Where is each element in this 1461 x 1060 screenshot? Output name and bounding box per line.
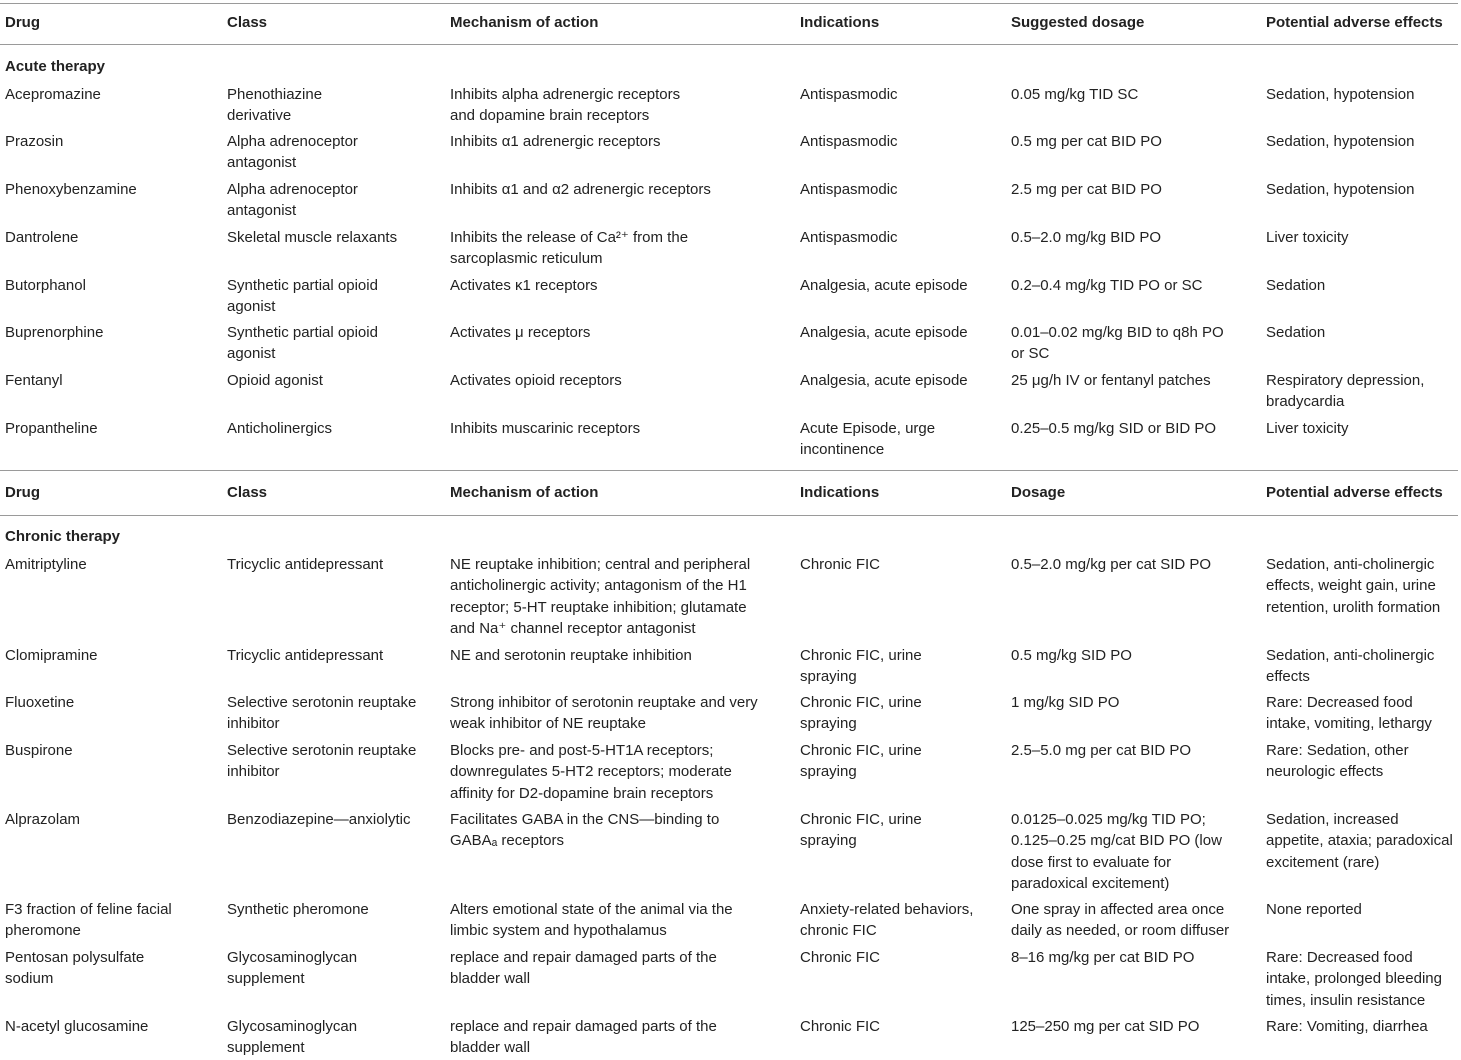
cell-line: Strong inhibitor of serotonin reuptake and very	[450, 694, 758, 711]
indications-cell	[800, 554, 880, 575]
cell-line: Buprenorphine	[5, 324, 104, 341]
cell-line: Chronic FIC	[800, 1018, 881, 1035]
cell-line: Rare: Decreased food	[1266, 694, 1413, 711]
adverse-cell	[1266, 645, 1434, 688]
mechanism-cell	[450, 179, 711, 200]
cell-line: Activates μ receptors	[450, 324, 591, 341]
adverse-cell	[1266, 322, 1325, 343]
cell-line: Chronic FIC	[800, 556, 881, 573]
drug-cell	[5, 740, 73, 761]
mechanism-cell	[450, 418, 640, 439]
cell-line: Analgesia, acute episode	[800, 277, 968, 294]
drug-cell	[5, 418, 98, 439]
cell-line: One spray in affected area once	[1011, 901, 1225, 918]
cell-line: retention, urolith formation	[1266, 598, 1441, 616]
class-cell	[227, 275, 378, 318]
cell-line: daily as needed, or room diffuser	[1011, 922, 1230, 940]
cell-line: 0.2–0.4 mg/kg TID PO or SC	[1011, 277, 1203, 294]
mechanism-cell	[450, 1016, 717, 1059]
dosage-cell	[1011, 809, 1222, 894]
header-class: Class	[227, 14, 268, 31]
dosage-cell	[1011, 899, 1229, 942]
top-rule	[0, 3, 1458, 4]
cell-line: F3 fraction of feline facial	[5, 901, 172, 918]
cell-line: Inhibits muscarinic receptors	[450, 420, 641, 437]
cell-line: Acute Episode, urge	[800, 420, 936, 437]
mechanism-cell	[450, 947, 717, 990]
cell-line: anticholinergic activity; antagonism of the H1	[450, 577, 747, 595]
cell-line: antagonist	[227, 154, 297, 172]
cell-line: Buspirone	[5, 742, 73, 759]
indications-cell	[800, 179, 898, 200]
cell-line: Sedation, hypotension	[1266, 181, 1415, 198]
cell-line: 125–250 mg per cat SID PO	[1011, 1018, 1200, 1035]
adverse-cell	[1266, 1016, 1428, 1037]
cell-line: 0.125–0.25 mg/cat BID PO (low	[1011, 832, 1222, 850]
dosage-cell	[1011, 275, 1202, 296]
cell-line: Alprazolam	[5, 811, 81, 828]
cell-line: Anxiety-related behaviors,	[800, 901, 974, 918]
mechanism-cell	[450, 131, 660, 152]
indications-cell	[800, 740, 922, 783]
cell-line: and dopamine brain receptors	[450, 107, 650, 125]
indications-cell	[800, 227, 898, 248]
cell-line: Inhibits α1 adrenergic receptors	[450, 133, 661, 150]
cell-line: Antispasmodic	[800, 86, 898, 103]
drug-cell	[5, 227, 78, 248]
drug-cell	[5, 131, 63, 152]
mechanism-cell	[450, 809, 719, 852]
cell-line: inhibitor	[227, 715, 280, 733]
cell-line: intake, prolonged bleeding	[1266, 970, 1442, 988]
cell-line: spraying	[800, 832, 857, 850]
header-mechanism: Mechanism of action	[450, 14, 599, 31]
header-indications: Indications	[800, 484, 880, 501]
cell-line: weak inhibitor of NE reuptake	[450, 715, 646, 733]
mechanism-cell	[450, 645, 692, 666]
dosage-cell	[1011, 947, 1194, 968]
cell-line: 2.5–5.0 mg per cat BID PO	[1011, 742, 1192, 759]
adverse-cell	[1266, 131, 1414, 152]
adverse-cell	[1266, 370, 1424, 413]
cell-line: Prazosin	[5, 133, 64, 150]
cell-line: Sedation, hypotension	[1266, 86, 1415, 103]
drug-cell	[5, 322, 103, 343]
cell-line: Rare: Sedation, other	[1266, 742, 1409, 759]
cell-line: Inhibits α1 and α2 adrenergic receptors	[450, 181, 711, 198]
adverse-cell	[1266, 84, 1414, 105]
cell-line: Facilitates GABA in the CNS—binding to	[450, 811, 720, 828]
dosage-cell	[1011, 554, 1211, 575]
cell-line: 8–16 mg/kg per cat BID PO	[1011, 949, 1195, 966]
indications-cell	[800, 947, 880, 968]
class-cell	[227, 899, 369, 920]
cell-line: Phenothiazine	[227, 86, 323, 103]
drug-cell	[5, 84, 101, 105]
cell-line: Synthetic pheromone	[227, 901, 369, 918]
adverse-cell	[1266, 899, 1362, 920]
cell-line: agonist	[227, 298, 276, 316]
cell-line: and Na⁺ channel receptor antagonist	[450, 619, 696, 637]
cell-line: Sedation	[1266, 324, 1326, 341]
cell-line: bladder wall	[450, 970, 531, 988]
cell-line: Pentosan polysulfate	[5, 949, 145, 966]
cell-line: 0.5–2.0 mg/kg per cat SID PO	[1011, 556, 1212, 573]
cell-line: 25 μg/h IV or fentanyl patches	[1011, 372, 1211, 389]
drug-cell	[5, 809, 80, 830]
cell-line: dose first to evaluate for	[1011, 853, 1172, 871]
cell-line: bladder wall	[450, 1039, 531, 1057]
class-cell	[227, 418, 332, 439]
dosage-cell	[1011, 84, 1138, 105]
cell-line: Liver toxicity	[1266, 420, 1349, 437]
cell-line: times, insulin resistance	[1266, 991, 1426, 1009]
header-dosage: Dosage	[1011, 484, 1066, 501]
cell-line: Analgesia, acute episode	[800, 324, 968, 341]
cell-line: Sedation, anti-cholinergic	[1266, 556, 1435, 573]
cell-line: Selective serotonin reuptake	[227, 694, 417, 711]
cell-line: Glycosaminoglycan	[227, 949, 358, 966]
cell-line: neurologic effects	[1266, 763, 1384, 781]
cell-line: affinity for D2-dopamine brain receptors	[450, 784, 714, 802]
cell-line: Alters emotional state of the animal via the	[450, 901, 733, 918]
cell-line: Chronic FIC, urine	[800, 742, 922, 759]
dosage-cell	[1011, 1016, 1199, 1037]
cell-line: Tricyclic antidepressant	[227, 647, 384, 664]
adverse-cell	[1266, 692, 1432, 735]
dosage-cell	[1011, 370, 1211, 391]
cell-line: Inhibits the release of Ca²⁺ from the	[450, 229, 689, 246]
cell-line: NE and serotonin reuptake inhibition	[450, 647, 692, 664]
cell-line: downregulates 5-HT2 receptors; moderate	[450, 763, 732, 781]
class-cell	[227, 809, 410, 830]
indications-cell	[800, 899, 973, 942]
mechanism-cell	[450, 740, 732, 804]
header-rule	[0, 44, 1458, 45]
adverse-cell	[1266, 418, 1349, 439]
cell-line: Antispasmodic	[800, 181, 898, 198]
cell-line: pheromone	[5, 922, 81, 940]
cell-line: 1 mg/kg SID PO	[1011, 694, 1120, 711]
header-drug: Drug	[5, 14, 40, 31]
mechanism-cell	[450, 84, 680, 127]
cell-line: agonist	[227, 345, 276, 363]
adverse-cell	[1266, 947, 1442, 1011]
cell-line: replace and repair damaged parts of the	[450, 1018, 717, 1035]
cell-line: chronic FIC	[800, 922, 877, 940]
cell-line: excitement (rare)	[1266, 853, 1380, 871]
drug-cell	[5, 1016, 148, 1037]
cell-line: 0.05 mg/kg TID SC	[1011, 86, 1139, 103]
cell-line: effects, weight gain, urine	[1266, 577, 1436, 595]
cell-line: Skeletal muscle relaxants	[227, 229, 398, 246]
cell-line: Alpha adrenoceptor	[227, 133, 358, 150]
cell-line: Amitriptyline	[5, 556, 87, 573]
cell-line: Chronic FIC, urine	[800, 647, 922, 664]
indications-cell	[800, 275, 968, 296]
header-mechanism: Mechanism of action	[450, 484, 599, 501]
cell-line: sodium	[5, 970, 54, 988]
mechanism-cell	[450, 899, 733, 942]
cell-line: sarcoplasmic reticulum	[450, 250, 603, 268]
mechanism-cell	[450, 370, 622, 391]
adverse-cell	[1266, 275, 1325, 296]
adverse-cell	[1266, 554, 1440, 618]
cell-line: supplement	[227, 1039, 305, 1057]
class-cell	[227, 554, 383, 575]
adverse-cell	[1266, 179, 1414, 200]
cell-line: N-acetyl glucosamine	[5, 1018, 149, 1035]
header-dosage: Suggested dosage	[1011, 14, 1145, 31]
cell-line: Propantheline	[5, 420, 98, 437]
drug-cell	[5, 179, 137, 200]
cell-line: Respiratory depression,	[1266, 372, 1425, 389]
class-cell	[227, 645, 383, 666]
indications-cell	[800, 692, 922, 735]
drug-cell	[5, 947, 144, 990]
cell-line: Fentanyl	[5, 372, 63, 389]
indications-cell	[800, 322, 968, 343]
header-class: Class	[227, 484, 268, 501]
cell-line: Alpha adrenoceptor	[227, 181, 358, 198]
mid-rule	[0, 470, 1458, 471]
adverse-cell	[1266, 809, 1453, 873]
header-indications: Indications	[800, 14, 880, 31]
cell-line: Activates opioid receptors	[450, 372, 622, 389]
cell-line: Blocks pre- and post-5-HT1A receptors;	[450, 742, 714, 759]
mechanism-cell	[450, 275, 598, 296]
cell-line: Tricyclic antidepressant	[227, 556, 384, 573]
indications-cell	[800, 84, 898, 105]
class-cell	[227, 692, 416, 735]
cell-line: spraying	[800, 763, 857, 781]
cell-line: limbic system and hypothalamus	[450, 922, 667, 940]
cell-line: Rare: Decreased food	[1266, 949, 1413, 966]
cell-line: Sedation, hypotension	[1266, 133, 1415, 150]
cell-line: Fluoxetine	[5, 694, 75, 711]
cell-line: Phenoxybenzamine	[5, 181, 137, 198]
drug-cell	[5, 692, 74, 713]
class-cell	[227, 740, 416, 783]
drug-cell	[5, 554, 87, 575]
dosage-cell	[1011, 692, 1119, 713]
cell-line: Chronic FIC, urine	[800, 811, 922, 828]
mechanism-cell	[450, 227, 688, 270]
class-cell	[227, 227, 397, 248]
adverse-cell	[1266, 740, 1409, 783]
class-cell	[227, 947, 357, 990]
drug-cell	[5, 645, 98, 666]
mechanism-cell	[450, 554, 750, 639]
cell-line: Synthetic partial opioid	[227, 277, 378, 294]
cell-line: GABAₐ receptors	[450, 832, 564, 850]
cell-line: replace and repair damaged parts of the	[450, 949, 717, 966]
cell-line: Selective serotonin reuptake	[227, 742, 417, 759]
mechanism-cell	[450, 322, 590, 343]
dosage-cell	[1011, 740, 1191, 761]
cell-line: Analgesia, acute episode	[800, 372, 968, 389]
cell-line: NE reuptake inhibition; central and peripheral	[450, 556, 751, 573]
cell-line: 0.25–0.5 mg/kg SID or BID PO	[1011, 420, 1217, 437]
indications-cell	[800, 370, 968, 391]
cell-line: Activates κ1 receptors	[450, 277, 598, 294]
cell-line: paradoxical excitement)	[1011, 874, 1170, 892]
cell-line: Sedation, increased	[1266, 811, 1399, 828]
cell-line: Glycosaminoglycan	[227, 1018, 358, 1035]
cell-line: 0.5 mg/kg SID PO	[1011, 647, 1132, 664]
cell-line: Dantrolene	[5, 229, 79, 246]
cell-line: Anticholinergics	[227, 420, 333, 437]
acute-section-title: Acute therapy	[5, 58, 106, 75]
class-cell	[227, 322, 378, 365]
class-cell	[227, 179, 358, 222]
dosage-cell	[1011, 179, 1162, 200]
drug-cell	[5, 275, 86, 296]
cell-line: Sedation	[1266, 277, 1326, 294]
chronic-section-title: Chronic therapy	[5, 528, 121, 545]
cell-line: 0.5 mg per cat BID PO	[1011, 133, 1162, 150]
cell-line: Inhibits alpha adrenergic receptors	[450, 86, 681, 103]
indications-cell	[800, 131, 898, 152]
dosage-cell	[1011, 418, 1216, 439]
cell-line: bradycardia	[1266, 393, 1345, 411]
class-cell	[227, 370, 323, 391]
chronic-header-rule	[0, 515, 1458, 516]
cell-line: incontinence	[800, 441, 885, 459]
cell-line: None reported	[1266, 901, 1362, 918]
cell-line: Opioid agonist	[227, 372, 323, 389]
class-cell	[227, 131, 358, 174]
cell-line: Chronic FIC	[800, 949, 881, 966]
cell-line: derivative	[227, 107, 292, 125]
cell-line: supplement	[227, 970, 305, 988]
cell-line: Sedation, anti-cholinergic	[1266, 647, 1435, 664]
cell-line: Synthetic partial opioid	[227, 324, 378, 341]
header-adverse: Potential adverse effects	[1266, 484, 1443, 501]
cell-line: spraying	[800, 715, 857, 733]
cell-line: 0.5–2.0 mg/kg BID PO	[1011, 229, 1162, 246]
cell-line: or SC	[1011, 345, 1050, 363]
cell-line: Butorphanol	[5, 277, 86, 294]
drug-cell	[5, 370, 63, 391]
cell-line: Chronic FIC, urine	[800, 694, 922, 711]
indications-cell	[800, 645, 922, 688]
header-drug: Drug	[5, 484, 40, 501]
adverse-cell	[1266, 227, 1349, 248]
cell-line: Antispasmodic	[800, 133, 898, 150]
class-cell	[227, 1016, 357, 1059]
cell-line: antagonist	[227, 202, 297, 220]
indications-cell	[800, 418, 935, 461]
cell-line: Liver toxicity	[1266, 229, 1349, 246]
mechanism-cell	[450, 692, 758, 735]
cell-line: appetite, ataxia; paradoxical	[1266, 832, 1453, 850]
cell-line: 2.5 mg per cat BID PO	[1011, 181, 1162, 198]
indications-cell	[800, 1016, 880, 1037]
cell-line: 0.0125–0.025 mg/kg TID PO;	[1011, 811, 1206, 828]
cell-line: inhibitor	[227, 763, 280, 781]
dosage-cell	[1011, 645, 1132, 666]
dosage-cell	[1011, 131, 1162, 152]
indications-cell	[800, 809, 922, 852]
cell-line: effects	[1266, 668, 1310, 686]
cell-line: intake, vomiting, lethargy	[1266, 715, 1432, 733]
cell-line: spraying	[800, 668, 857, 686]
dosage-cell	[1011, 227, 1161, 248]
cell-line: Benzodiazepine—anxiolytic	[227, 811, 411, 828]
drug-cell	[5, 899, 172, 942]
dosage-cell	[1011, 322, 1224, 365]
cell-line: Antispasmodic	[800, 229, 898, 246]
cell-line: Acepromazine	[5, 86, 101, 103]
cell-line: Clomipramine	[5, 647, 98, 664]
class-cell	[227, 84, 322, 127]
cell-line: Rare: Vomiting, diarrhea	[1266, 1018, 1428, 1035]
cell-line: 0.01–0.02 mg/kg BID to q8h PO	[1011, 324, 1224, 341]
header-adverse: Potential adverse effects	[1266, 14, 1443, 31]
cell-line: receptor; 5-HT reuptake inhibition; glutamate	[450, 598, 747, 616]
